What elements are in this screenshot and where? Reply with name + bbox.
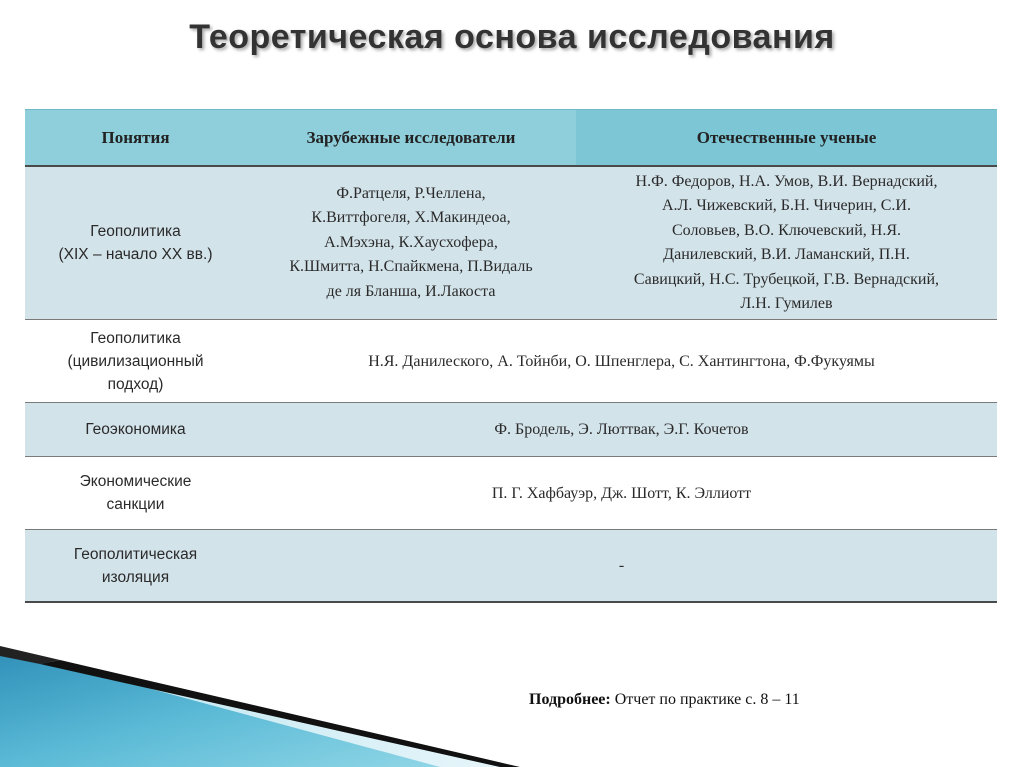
research-table bbox=[25, 109, 997, 603]
researchers-merged-cell: - bbox=[246, 530, 997, 603]
decorative-swoosh bbox=[0, 620, 520, 767]
footer-text: Отчет по практике с. 8 – 11 bbox=[614, 691, 800, 708]
slide-title: Теоретическая основа исследования bbox=[189, 18, 835, 56]
table-row bbox=[25, 530, 997, 603]
foreign-researchers-cell: Ф.Ратцеля, Р.Челлена, К.Виттфогеля, Х.Макиндеоа, А.Мэхэна, К.Хаусхофера, К.Шмитта, Н.Спайкмена, П.Видаль де ля Бланша, И.Лакоста bbox=[246, 166, 576, 320]
table-header-row bbox=[25, 110, 997, 167]
table-row bbox=[25, 166, 997, 320]
researchers-merged-cell: Ф. Бродель, Э. Люттвак, Э.Г. Кочетов bbox=[246, 403, 997, 457]
table-row bbox=[25, 403, 997, 457]
header-domestic-scientists: Отечественные ученые bbox=[576, 110, 997, 167]
header-concepts: Понятия bbox=[25, 110, 246, 167]
table-row bbox=[25, 457, 997, 530]
concept-cell: Экономические санкции bbox=[25, 457, 246, 530]
concept-cell: Геополитика (цивилизационный подход) bbox=[25, 320, 246, 403]
concept-cell: Геополитическая изоляция bbox=[25, 530, 246, 603]
domestic-scientists-cell: Н.Ф. Федоров, Н.А. Умов, В.И. Вернадский, А.Л. Чижевский, Б.Н. Чичерин, С.И. Соловьев, В.О. Ключевский, Н.Я. Данилевский, В.И. Ламанский, П.Н. Савицкий, Н.С. Трубецкой, Г.В. Вернадский, Л.Н. Гумилев bbox=[576, 166, 997, 320]
researchers-merged-cell: П. Г. Хафбауэр, Дж. Шотт, К. Эллиотт bbox=[246, 457, 997, 530]
concept-cell: Геоэкономика bbox=[25, 403, 246, 457]
footer-note bbox=[529, 691, 800, 709]
footer-label: Подробнее: bbox=[529, 691, 611, 708]
concept-cell: Геополитика (XIX – начало XX вв.) bbox=[25, 166, 246, 320]
table-row bbox=[25, 320, 997, 403]
researchers-merged-cell: Н.Я. Данилеского, А. Тойнби, О. Шпенглера, С. Хантингтона, Ф.Фукуямы bbox=[246, 320, 997, 403]
header-foreign-researchers: Зарубежные исследователи bbox=[246, 110, 576, 167]
